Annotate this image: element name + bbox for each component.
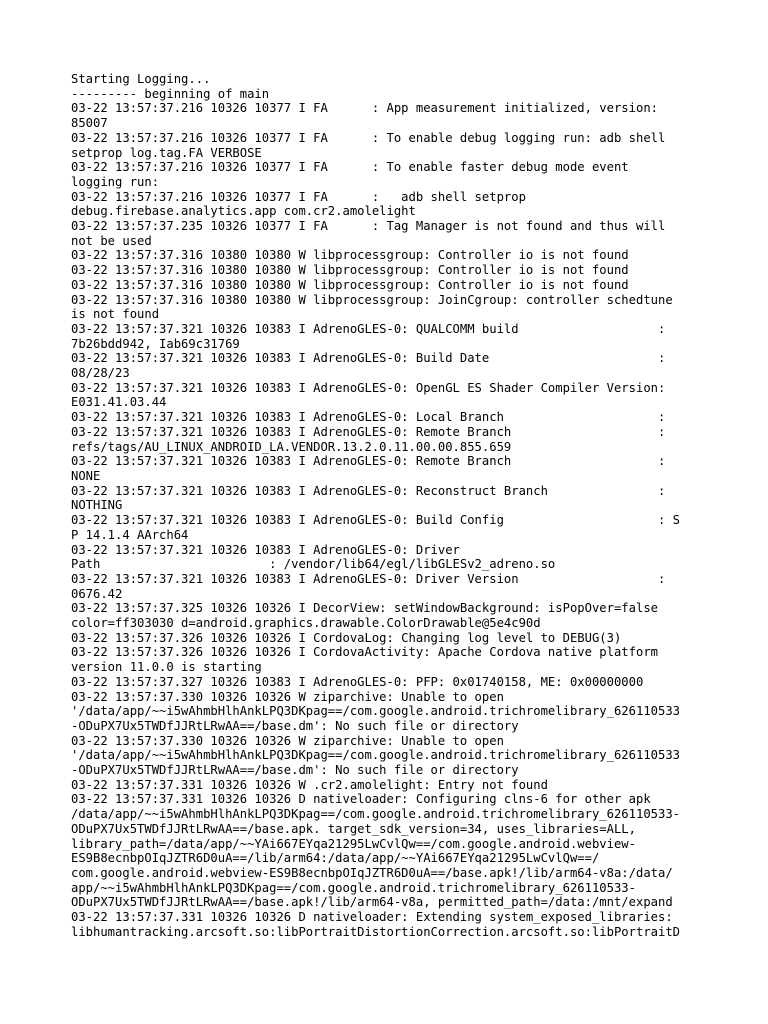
log-line: 03-22 13:57:37.321 10326 10383 I AdrenoGLES-0: Build Config : S <box>71 513 681 528</box>
log-line: 03-22 13:57:37.321 10326 10383 I AdrenoGLES-0: Remote Branch : <box>71 424 666 439</box>
log-line: 03-22 13:57:37.216 10326 10377 I FA : To enable debug logging run: adb shell <box>71 130 666 145</box>
log-line: not be used <box>71 233 152 248</box>
log-line: 08/28/23 <box>71 366 130 381</box>
log-line: is not found <box>71 307 160 322</box>
log-line: ES9B8ecnbpOIqJZTR6D0uA==/lib/arm64:/data/app/~~YAi667EYqa21295LwCvlQw==/ <box>71 851 600 866</box>
log-line: 03-22 13:57:37.321 10326 10383 I AdrenoGLES-0: Remote Branch : <box>71 454 666 469</box>
log-line: 03-22 13:57:37.327 10326 10383 I AdrenoGLES-0: PFP: 0x01740158, ME: 0x00000000 <box>71 674 644 689</box>
log-line: 03-22 13:57:37.330 10326 10326 W ziparchive: Unable to open <box>71 733 504 748</box>
log-line: 7b26bdd942, Iab69c31769 <box>71 336 240 351</box>
log-line: E031.41.03.44 <box>71 395 167 410</box>
log-line: 03-22 13:57:37.321 10326 10383 I AdrenoGLES-0: Driver <box>71 542 460 557</box>
log-line: -ODuPX7Ux5TWDfJJRtLRwAA==/base.dm': No such file or directory <box>71 718 519 733</box>
log-line: 03-22 13:57:37.325 10326 10326 I DecorView: setWindowBackground: isPopOver=false <box>71 601 658 616</box>
log-line: 03-22 13:57:37.331 10326 10326 W .cr2.amolelight: Entry not found <box>71 777 548 792</box>
log-line: library_path=/data/app/~~YAi667EYqa21295LwCvlQw==/com.google.android.webview- <box>71 836 636 851</box>
log-line: P 14.1.4 AArch64 <box>71 527 189 542</box>
log-line: ODuPX7Ux5TWDfJJRtLRwAA==/base.apk. target_sdk_version=34, uses_libraries=ALL, <box>71 821 636 836</box>
log-line: Starting Logging... <box>71 72 211 86</box>
log-line: version 11.0.0 is starting <box>71 660 262 675</box>
log-line: 03-22 13:57:37.316 10380 10380 W libprocessgroup: Controller io is not found <box>71 277 629 292</box>
log-line: libhumantracking.arcsoft.so:libPortraitDistortionCorrection.arcsoft.so:libPortraitD <box>71 924 681 939</box>
log-line: 03-22 13:57:37.321 10326 10383 I AdrenoGLES-0: Build Date : <box>71 351 666 366</box>
log-line: 03-22 13:57:37.216 10326 10377 I FA : adb shell setprop <box>71 189 526 204</box>
log-line: ODuPX7Ux5TWDfJJRtLRwAA==/base.apk!/lib/arm64-v8a, permitted_path=/data:/mnt/expand <box>71 895 673 910</box>
log-line: setprop log.tag.FA VERBOSE <box>71 145 262 160</box>
log-line: 03-22 13:57:37.331 10326 10326 D nativeloader: Extending system_exposed_libraries: <box>71 910 673 925</box>
log-line: 03-22 13:57:37.235 10326 10377 I FA : Tag Manager is not found and thus will <box>71 219 666 234</box>
log-line: 03-22 13:57:37.316 10380 10380 W libprocessgroup: Controller io is not found <box>71 263 629 278</box>
log-line: 03-22 13:57:37.326 10326 10326 I CordovaLog: Changing log level to DEBUG(3) <box>71 630 622 645</box>
log-line: 03-22 13:57:37.316 10380 10380 W libprocessgroup: Controller io is not found <box>71 248 629 263</box>
log-line: 03-22 13:57:37.316 10380 10380 W libprocessgroup: JoinCgroup: controller schedtune <box>71 292 673 307</box>
log-line: color=ff303030 d=android.graphics.drawable.ColorDrawable@5e4c90d <box>71 616 541 631</box>
log-line: '/data/app/~~i5wAhmbHlhAnkLPQ3DKpag==/com.google.android.trichromelibrary_626110533 <box>71 704 681 719</box>
log-line: debug.firebase.analytics.app com.cr2.amolelight <box>71 204 416 219</box>
log-line: Path : /vendor/lib64/egl/libGLESv2_adreno.so <box>71 557 556 572</box>
log-line: 03-22 13:57:37.331 10326 10326 D nativeloader: Configuring clns-6 for other apk <box>71 792 651 807</box>
log-line: 03-22 13:57:37.321 10326 10383 I AdrenoGLES-0: QUALCOMM build : <box>71 321 666 336</box>
log-line: app/~~i5wAhmbHlhAnkLPQ3DKpag==/com.google.android.trichromelibrary_626110533- <box>71 880 636 895</box>
log-line: 85007 <box>71 116 108 131</box>
log-line: NOTHING <box>71 498 123 513</box>
log-line: 03-22 13:57:37.326 10326 10326 I CordovaActivity: Apache Cordova native platform <box>71 645 658 660</box>
log-line: 03-22 13:57:37.216 10326 10377 I FA : App measurement initialized, version: <box>71 101 658 116</box>
log-line: --------- beginning of main <box>71 86 270 101</box>
log-line: 03-22 13:57:37.216 10326 10377 I FA : To enable faster debug mode event <box>71 160 629 175</box>
log-line: '/data/app/~~i5wAhmbHlhAnkLPQ3DKpag==/com.google.android.trichromelibrary_626110533 <box>71 748 681 763</box>
log-line: logging run: <box>71 174 160 189</box>
log-line: 03-22 13:57:37.321 10326 10383 I AdrenoGLES-0: Driver Version : <box>71 571 666 586</box>
log-line: 03-22 13:57:37.321 10326 10383 I AdrenoGLES-0: OpenGL ES Shader Compiler Version: <box>71 380 666 395</box>
log-output <box>71 72 711 939</box>
log-line: 03-22 13:57:37.321 10326 10383 I AdrenoGLES-0: Local Branch : <box>71 410 666 425</box>
log-line: 03-22 13:57:37.321 10326 10383 I AdrenoGLES-0: Reconstruct Branch : <box>71 483 666 498</box>
log-line: /data/app/~~i5wAhmbHlhAnkLPQ3DKpag==/com.google.android.trichromelibrary_626110533- <box>71 807 681 822</box>
log-line: -ODuPX7Ux5TWDfJJRtLRwAA==/base.dm': No such file or directory <box>71 763 519 778</box>
log-line: 03-22 13:57:37.330 10326 10326 W ziparchive: Unable to open <box>71 689 504 704</box>
log-line: 0676.42 <box>71 586 123 601</box>
log-line: com.google.android.webview-ES9B8ecnbpOIqJZTR6D0uA==/base.apk!/lib/arm64-v8a:/data/ <box>71 865 673 880</box>
log-line: NONE <box>71 468 101 483</box>
log-line: refs/tags/AU_LINUX_ANDROID_LA.VENDOR.13.2.0.11.00.00.855.659 <box>71 439 512 454</box>
